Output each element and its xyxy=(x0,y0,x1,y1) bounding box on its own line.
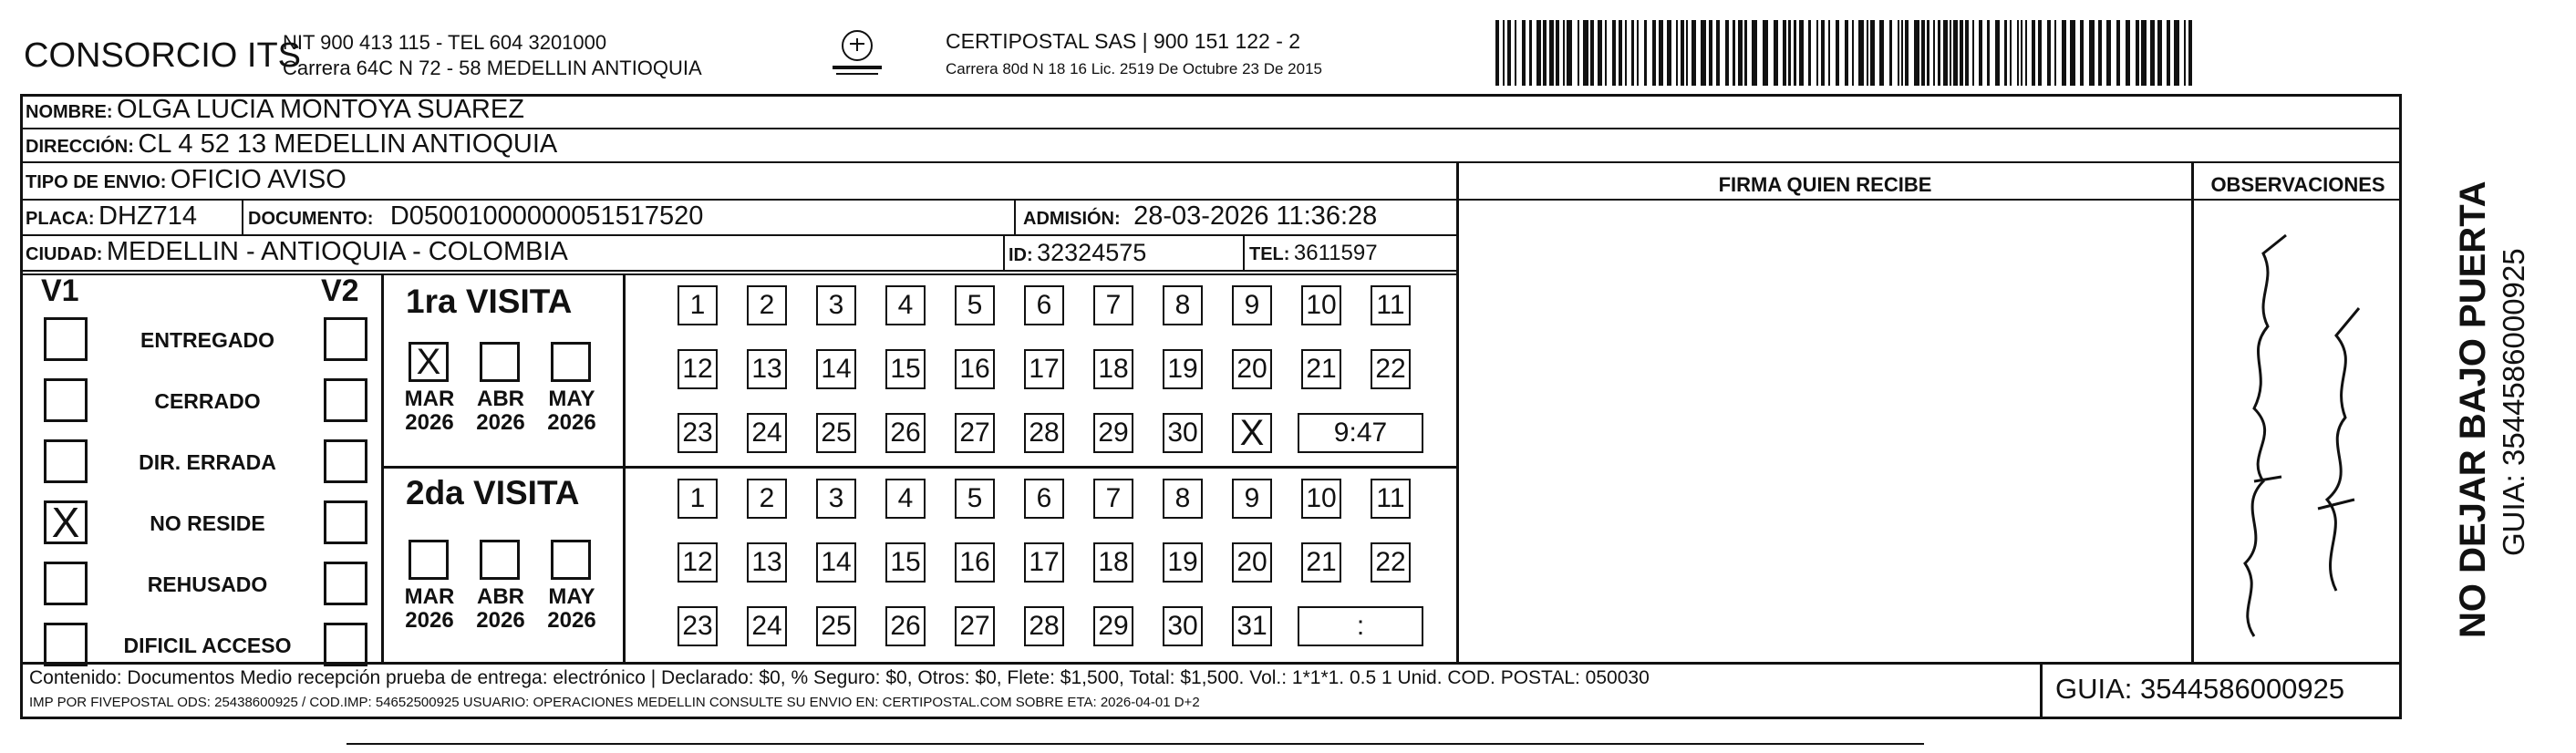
barcode-bar xyxy=(1870,20,1875,86)
day-box[interactable]: 1 xyxy=(678,285,718,325)
barcode-bar xyxy=(1495,20,1499,86)
barcode-bar xyxy=(2032,20,2035,86)
barcode-bar xyxy=(2089,20,2095,86)
barcode-bar xyxy=(1631,20,1634,86)
day-box[interactable]: 26 xyxy=(885,606,926,646)
placa-value: DHZ714 xyxy=(98,201,197,231)
status-v1-checkbox[interactable]: X xyxy=(44,500,88,544)
barcode-bar xyxy=(1667,20,1671,86)
documento-value: D05001000000051517520 xyxy=(389,201,704,231)
day-box[interactable]: 5 xyxy=(955,479,995,519)
barcode-bar xyxy=(2184,20,2186,86)
barcode-bar xyxy=(1725,20,1729,86)
day-box[interactable]: 6 xyxy=(1024,285,1064,325)
day-box[interactable]: 13 xyxy=(747,542,787,583)
barcode-bar xyxy=(1914,20,1919,86)
barcode-bar xyxy=(1637,20,1639,86)
barcode-bar xyxy=(1515,20,1516,86)
footer-print-info: IMP POR FIVEPOSTAL ODS: 25438600925 / COD.IMP: 54652500925 USUARIO: OPERACIONES MEDELLIN CONSULTE SU ENVIO EN: CERTIPOSTAL.COM SOBRE ETA: 2026-04-01 D+2 xyxy=(29,695,1200,710)
barcode-bar xyxy=(1619,20,1622,86)
barcode-bar xyxy=(2098,20,2102,86)
month-label: MAY xyxy=(548,584,595,609)
day-box[interactable]: 4 xyxy=(885,285,926,325)
observaciones-header: OBSERVACIONES xyxy=(2210,173,2385,196)
day-box[interactable]: 6 xyxy=(1024,479,1064,519)
status-v2-checkbox[interactable] xyxy=(324,562,367,605)
day-box[interactable]: 30 xyxy=(1163,606,1203,646)
side-warning: NO DEJAR BAJO PUERTA xyxy=(2453,181,2493,638)
barcode-bar xyxy=(2116,20,2120,86)
barcode-bar xyxy=(1858,20,1864,86)
day-box[interactable]: 15 xyxy=(885,542,926,583)
barcode-bar xyxy=(1659,20,1663,86)
barcode-bar xyxy=(2004,20,2007,86)
barcode-bar xyxy=(1567,20,1572,86)
day-box[interactable]: 2 xyxy=(747,479,787,519)
tipo-row xyxy=(26,165,347,195)
day-box[interactable]: 16 xyxy=(955,349,995,389)
barcode-bar xyxy=(1503,20,1505,86)
status-v2-checkbox[interactable] xyxy=(324,500,367,544)
barcode-bar xyxy=(2054,20,2056,86)
day-box[interactable]: 2 xyxy=(747,285,787,325)
day-box[interactable]: 18 xyxy=(1093,349,1133,389)
tel-field xyxy=(1249,241,1378,266)
month-checkbox[interactable] xyxy=(409,540,449,580)
barcode-bar xyxy=(1578,20,1579,86)
side-guia: GUIA: 3544586000925 xyxy=(2497,248,2530,556)
barcode-bar xyxy=(1752,20,1757,86)
company-name: CONSORCIO ITS xyxy=(24,36,302,75)
ciudad-label: CIUDAD: xyxy=(26,244,103,264)
barcode-bar xyxy=(1783,20,1786,86)
barcode-bar xyxy=(1598,20,1602,86)
direccion-label: DIRECCIÓN: xyxy=(26,137,134,157)
v2-label: V2 xyxy=(321,273,359,308)
barcode-bar xyxy=(1901,20,1903,86)
day-box[interactable]: 30 xyxy=(1163,413,1203,453)
documento-field xyxy=(248,201,703,232)
time-box[interactable]: : xyxy=(1298,606,1423,646)
day-box[interactable]: 25 xyxy=(816,413,856,453)
barcode-bar xyxy=(1681,20,1684,86)
barcode-bar xyxy=(1522,20,1526,86)
barcode-bar xyxy=(2126,20,2130,86)
day-box[interactable]: 7 xyxy=(1093,285,1133,325)
day-box[interactable]: 1 xyxy=(678,479,718,519)
month-year: 2026 xyxy=(405,608,454,633)
status-v2-checkbox[interactable] xyxy=(324,317,367,361)
barcode-bar xyxy=(1889,20,1892,86)
barcode-bar xyxy=(2167,20,2170,86)
day-box[interactable]: 3 xyxy=(816,479,856,519)
barcode-bar xyxy=(1794,20,1796,86)
barcode-bar xyxy=(1590,20,1594,86)
day-box[interactable]: 24 xyxy=(747,606,787,646)
barcode-bar xyxy=(1828,20,1830,86)
status-label: DIFICIL ACCESO xyxy=(123,634,292,657)
day-box[interactable]: 22 xyxy=(1371,542,1411,583)
barcode-bar xyxy=(1943,20,1948,86)
barcode-bar xyxy=(2141,20,2147,86)
barcode-bar xyxy=(1549,20,1554,86)
barcode-bar xyxy=(1686,20,1688,86)
barcode-bar xyxy=(1612,20,1616,86)
day-box[interactable]: 11 xyxy=(1371,285,1411,325)
barcode-bar xyxy=(1644,20,1647,86)
day-box[interactable]: 29 xyxy=(1093,413,1133,453)
day-box[interactable]: 22 xyxy=(1371,349,1411,389)
barcode-bar xyxy=(1965,20,1969,86)
direccion-value: CL 4 52 13 MEDELLIN ANTIOQUIA xyxy=(138,129,558,159)
barcode-bar xyxy=(1709,20,1712,86)
barcode-bar xyxy=(2080,20,2084,86)
carrier-line1: CERTIPOSTAL SAS | 900 151 122 - 2 xyxy=(946,29,1301,53)
v1-label: V1 xyxy=(41,273,79,308)
day-box[interactable]: 28 xyxy=(1024,606,1064,646)
second-visit-title: 2da VISITA xyxy=(406,474,580,511)
day-box[interactable]: 24 xyxy=(747,413,787,453)
barcode-bar xyxy=(2062,20,2066,86)
month-checkbox[interactable] xyxy=(551,540,591,580)
barcode-bar xyxy=(2021,20,2023,86)
status-v1-checkbox[interactable] xyxy=(44,317,88,361)
month-label: MAR xyxy=(404,584,455,609)
status-v1-checkbox[interactable] xyxy=(44,378,88,422)
barcode-bar xyxy=(1979,20,1982,86)
month-label: ABR xyxy=(477,387,524,411)
barcode-bar xyxy=(1898,20,1899,86)
day-box[interactable]: 16 xyxy=(955,542,995,583)
status-label: NO RESIDE xyxy=(150,511,265,535)
barcode-bar xyxy=(1987,20,1990,86)
barcode-bar xyxy=(1774,20,1778,86)
status-v2-checkbox[interactable] xyxy=(324,378,367,422)
barcode-bar xyxy=(1691,20,1696,86)
barcode-bar xyxy=(1816,20,1818,86)
month-year: 2026 xyxy=(547,608,596,633)
day-box[interactable]: 14 xyxy=(816,349,856,389)
day-box[interactable]: 23 xyxy=(678,413,718,453)
barcode-bar xyxy=(1738,20,1743,86)
month-label: MAR xyxy=(404,387,455,411)
day-box[interactable]: 3 xyxy=(816,285,856,325)
month-checkbox[interactable]: X xyxy=(409,342,449,382)
barcode-bar xyxy=(1821,20,1825,86)
barcode-bar xyxy=(1507,20,1511,86)
month-checkbox[interactable] xyxy=(480,342,520,382)
day-box[interactable]: 17 xyxy=(1024,542,1064,583)
barcode-bar xyxy=(2188,20,2192,86)
nombre-value: OLGA LUCIA MONTOYA SUAREZ xyxy=(117,95,524,124)
barcode-icon xyxy=(1495,20,2202,86)
ciudad-field xyxy=(26,237,568,267)
barcode-bar xyxy=(1879,20,1884,86)
status-label: REHUSADO xyxy=(147,572,268,596)
ciudad-value: MEDELLIN - ANTIOQUIA - COLOMBIA xyxy=(106,237,568,266)
company-line1: NIT 900 413 115 - TEL 604 3201000 xyxy=(283,31,607,54)
month-label: ABR xyxy=(477,584,524,609)
status-label: ENTREGADO xyxy=(140,328,274,352)
id-field xyxy=(1009,239,1146,267)
status-label: DIR. ERRADA xyxy=(139,450,276,474)
day-box[interactable]: 21 xyxy=(1301,349,1341,389)
day-box[interactable]: X xyxy=(1232,413,1272,453)
admision-field xyxy=(1023,201,1377,232)
day-box[interactable]: 11 xyxy=(1371,479,1411,519)
tipo-label: TIPO DE ENVIO: xyxy=(26,172,167,192)
barcode-bar xyxy=(1605,20,1607,86)
day-box[interactable]: 15 xyxy=(885,349,926,389)
documento-label: DOCUMENTO: xyxy=(248,209,374,229)
day-box[interactable]: 8 xyxy=(1163,285,1203,325)
month-checkbox[interactable] xyxy=(480,540,520,580)
barcode-bar xyxy=(1744,20,1747,86)
carrier-line2: Carrera 80d N 18 16 Lic. 2519 De Octubre 23 De 2015 xyxy=(946,60,1322,77)
month-checkbox[interactable] xyxy=(551,342,591,382)
day-box[interactable]: 17 xyxy=(1024,349,1064,389)
barcode-bar xyxy=(1529,20,1532,86)
barcode-bar xyxy=(1799,20,1804,86)
month-label: MAY xyxy=(548,387,595,411)
day-box[interactable]: 9 xyxy=(1232,285,1272,325)
id-value: 32324575 xyxy=(1037,239,1147,266)
barcode-bar xyxy=(1701,20,1706,86)
barcode-bar xyxy=(1788,20,1791,86)
status-label: CERRADO xyxy=(154,389,261,413)
nombre-label: NOMBRE: xyxy=(26,102,113,122)
barcode-bar xyxy=(2174,20,2179,86)
tear-line xyxy=(347,743,1924,745)
day-box[interactable]: 29 xyxy=(1093,606,1133,646)
admision-value: 28-03-2026 11:36:28 xyxy=(1133,201,1378,231)
day-box[interactable]: 26 xyxy=(885,413,926,453)
barcode-bar xyxy=(1836,20,1839,86)
barcode-bar xyxy=(2047,20,2051,86)
barcode-bar xyxy=(1625,20,1627,86)
first-visit-title: 1ra VISITA xyxy=(406,283,573,320)
barcode-bar xyxy=(2157,20,2162,86)
barcode-bar xyxy=(2038,20,2042,86)
status-v1-checkbox[interactable] xyxy=(44,439,88,483)
barcode-bar xyxy=(2070,20,2075,86)
day-box[interactable]: 7 xyxy=(1093,479,1133,519)
barcode-bar xyxy=(1921,20,1925,86)
company-line2: Carrera 64C N 72 - 58 MEDELLIN ANTIOQUIA xyxy=(283,57,702,79)
barcode-bar xyxy=(1960,20,1963,86)
barcode-bar xyxy=(1536,20,1541,86)
day-box[interactable]: 27 xyxy=(955,606,995,646)
barcode-bar xyxy=(2017,20,2019,86)
month-year: 2026 xyxy=(476,410,525,435)
day-box[interactable]: 25 xyxy=(816,606,856,646)
footer-guia: GUIA: 3544586000925 xyxy=(2055,673,2345,705)
day-box[interactable]: 20 xyxy=(1232,349,1272,389)
barcode-bar xyxy=(1543,20,1547,86)
barcode-bar xyxy=(1556,20,1559,86)
placa-field xyxy=(26,201,197,232)
firma-header: FIRMA QUIEN RECIBE xyxy=(1718,173,1932,196)
barcode-bar xyxy=(1763,20,1768,86)
certipostal-logo-icon xyxy=(825,27,889,82)
barcode-bar xyxy=(1583,20,1588,86)
barcode-bar xyxy=(1845,20,1848,86)
observations-handwriting xyxy=(2199,208,2400,659)
barcode-bar xyxy=(1676,20,1678,86)
tel-value: 3611597 xyxy=(1293,241,1378,265)
status-v1-checkbox[interactable] xyxy=(44,562,88,605)
day-box[interactable]: 4 xyxy=(885,479,926,519)
barcode-bar xyxy=(1933,20,1935,86)
barcode-bar xyxy=(1950,20,1951,86)
status-v1-checkbox[interactable] xyxy=(44,623,88,666)
day-box[interactable]: 19 xyxy=(1163,542,1203,583)
nombre-row xyxy=(26,95,524,125)
barcode-bar xyxy=(2136,20,2139,86)
day-box[interactable]: 27 xyxy=(955,413,995,453)
month-year: 2026 xyxy=(405,410,454,435)
day-box[interactable]: 12 xyxy=(678,542,718,583)
tipo-value: OFICIO AVISO xyxy=(170,165,347,194)
barcode-bar xyxy=(1972,20,1974,86)
month-year: 2026 xyxy=(547,410,596,435)
placa-label: PLACA: xyxy=(26,209,95,229)
tel-label: TEL: xyxy=(1249,244,1290,264)
id-label: ID: xyxy=(1009,245,1033,265)
barcode-bar xyxy=(1927,20,1929,86)
day-box[interactable]: 18 xyxy=(1093,542,1133,583)
day-box[interactable]: 14 xyxy=(816,542,856,583)
barcode-bar xyxy=(1867,20,1868,86)
barcode-bar xyxy=(2025,20,2027,86)
barcode-bar xyxy=(2150,20,2155,86)
day-box[interactable]: 10 xyxy=(1301,479,1341,519)
barcode-bar xyxy=(2010,20,2012,86)
barcode-bar xyxy=(1808,20,1811,86)
day-box[interactable]: 31 xyxy=(1232,606,1272,646)
day-box[interactable]: 20 xyxy=(1232,542,1272,583)
day-box[interactable]: 12 xyxy=(678,349,718,389)
barcode-bar xyxy=(1652,20,1656,86)
barcode-bar xyxy=(1905,20,1909,86)
barcode-bar xyxy=(1716,20,1720,86)
status-v2-checkbox[interactable] xyxy=(324,623,367,666)
barcode-bar xyxy=(1733,20,1735,86)
direccion-row xyxy=(26,129,557,160)
status-v2-checkbox[interactable] xyxy=(324,439,367,483)
barcode-bar xyxy=(2106,20,2111,86)
footer-content: Contenido: Documentos Medio recepción prueba de entrega: electrónico | Declarado: $0, % Seguro: $0, Otros: $0, Flete: $1,500, Total: $1,500. Vol.: 1*1*1. 0.5 1 Unid. COD. POSTAL: 050030 xyxy=(29,667,1650,688)
day-box[interactable]: 28 xyxy=(1024,413,1064,453)
barcode-bar xyxy=(1953,20,1958,86)
month-year: 2026 xyxy=(476,608,525,633)
barcode-bar xyxy=(1995,20,2000,86)
day-box[interactable]: 5 xyxy=(955,285,995,325)
day-box[interactable]: 9 xyxy=(1232,479,1272,519)
day-box[interactable]: 13 xyxy=(747,349,787,389)
barcode-bar xyxy=(1563,20,1565,86)
day-box[interactable]: 23 xyxy=(678,606,718,646)
day-box[interactable]: 8 xyxy=(1163,479,1203,519)
day-box[interactable]: 21 xyxy=(1301,542,1341,583)
barcode-bar xyxy=(1938,20,1940,86)
admision-label: ADMISIÓN: xyxy=(1023,209,1121,229)
time-box[interactable]: 9:47 xyxy=(1298,413,1423,453)
day-box[interactable]: 10 xyxy=(1301,285,1341,325)
day-box[interactable]: 19 xyxy=(1163,349,1203,389)
barcode-bar xyxy=(1852,20,1854,86)
